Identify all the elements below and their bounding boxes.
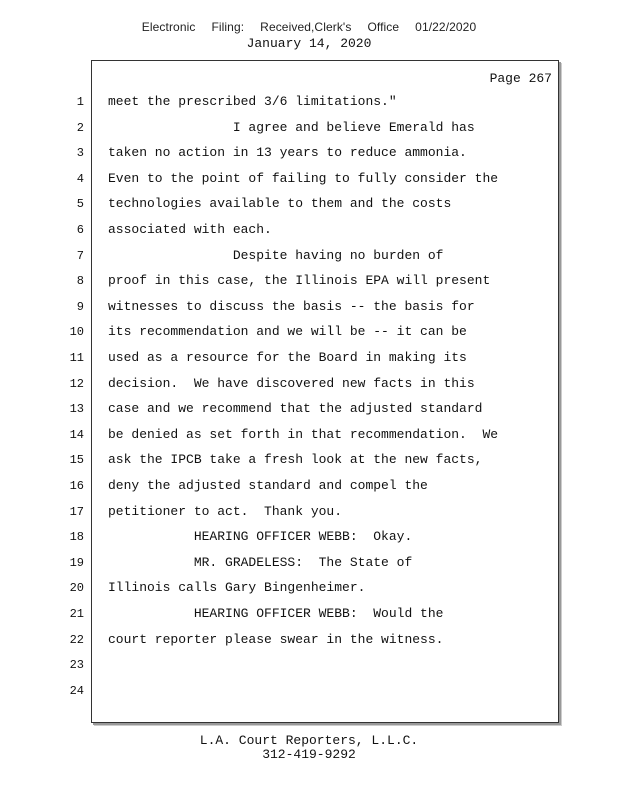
line-text: its recommendation and we will be -- it can be	[108, 324, 467, 339]
line-text: witnesses to discuss the basis -- the basis for	[108, 299, 475, 314]
line-number: 4	[76, 172, 84, 186]
line-number: 2	[76, 121, 84, 135]
line-number: 15	[69, 453, 84, 467]
line-number: 7	[76, 249, 84, 263]
line-text: ask the IPCB take a fresh look at the new facts,	[108, 452, 483, 467]
line-text: petitioner to act. Thank you.	[108, 504, 343, 519]
page-number: Page 267	[489, 71, 552, 86]
line-number: 13	[69, 402, 84, 416]
line-text: decision. We have discovered new facts in this	[108, 376, 475, 391]
line-text: MR. GRADELESS: The State of	[108, 555, 413, 570]
line-text: I agree and believe Emerald has	[108, 120, 475, 135]
line-text: be denied as set forth in that recommendation. We	[108, 427, 499, 442]
line-number: 6	[76, 223, 84, 237]
line-text: HEARING OFFICER WEBB: Would the	[108, 606, 444, 621]
line-number: 18	[69, 530, 84, 544]
footer-phone: 312-419-9292	[262, 747, 356, 762]
line-text: associated with each.	[108, 222, 272, 237]
line-text: proof in this case, the Illinois EPA will present	[108, 273, 491, 288]
transcript-date: January 14, 2020	[246, 36, 372, 51]
stamp-received: Received,Clerk's	[260, 20, 352, 34]
line-text: HEARING OFFICER WEBB: Okay.	[108, 529, 413, 544]
line-number: 21	[69, 607, 84, 621]
line-text: taken no action in 13 years to reduce ammonia.	[108, 145, 467, 160]
stamp-office: Office	[367, 20, 400, 34]
line-number: 11	[69, 351, 84, 365]
line-text: case and we recommend that the adjusted standard	[108, 401, 483, 416]
line-number: 10	[69, 325, 84, 339]
line-number: 16	[69, 479, 84, 493]
line-text: used as a resource for the Board in making its	[108, 350, 467, 365]
line-number: 23	[69, 658, 84, 672]
line-text: meet the prescribed 3/6 limitations."	[108, 94, 397, 109]
line-text: deny the adjusted standard and compel the	[108, 478, 428, 493]
line-number: 14	[69, 428, 84, 442]
line-text: technologies available to them and the costs	[108, 196, 452, 211]
line-text: Even to the point of failing to fully consider the	[108, 171, 499, 186]
line-number: 22	[69, 633, 84, 647]
line-number: 8	[76, 274, 84, 288]
line-number: 20	[69, 581, 84, 595]
line-text: court reporter please swear in the witness.	[108, 632, 444, 647]
stamp-filing: Filing:	[211, 20, 245, 34]
line-number: 17	[69, 505, 84, 519]
line-number: 9	[76, 300, 84, 314]
line-text: Despite having no burden of	[108, 248, 444, 263]
stamp-electronic: Electronic	[141, 20, 196, 34]
stamp-date: 01/22/2020	[415, 20, 477, 34]
line-number: 1	[76, 95, 84, 109]
filing-stamp	[0, 20, 618, 34]
line-number: 12	[69, 377, 84, 391]
line-number: 24	[69, 684, 84, 698]
line-number: 5	[76, 197, 84, 211]
line-number: 3	[76, 146, 84, 160]
line-number: 19	[69, 556, 84, 570]
line-text: Illinois calls Gary Bingenheimer.	[108, 580, 366, 595]
footer-company: L.A. Court Reporters, L.L.C.	[199, 733, 419, 748]
